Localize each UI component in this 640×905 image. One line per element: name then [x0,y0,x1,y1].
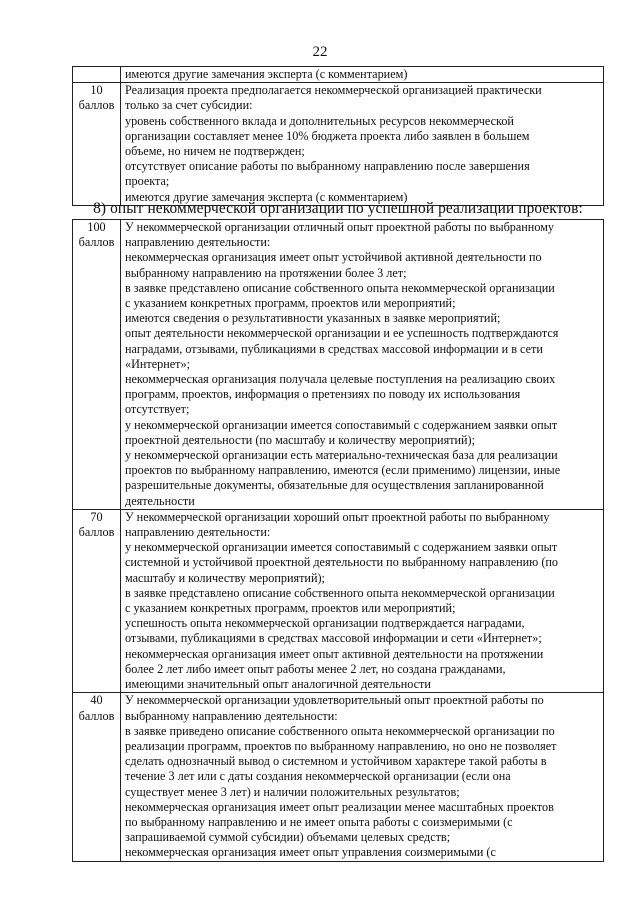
score-label: 70 [90,509,103,524]
criteria-line: разрешительные документы, обязательные для осуществления запланированной [125,478,544,493]
criteria-line: у некоммерческой организации есть материально-техническая база для реализации [125,448,558,463]
page-number: 22 [312,44,328,60]
table-row [73,509,604,692]
criteria-line: в заявке приведено описание собственного опыта некоммерческой организации по [125,723,555,738]
criteria-description-cell [121,83,604,206]
criteria-line: У некоммерческой организации отличный опыт проектной работы по выбранному [125,220,554,234]
criteria-line: некоммерческая организация имеет опыт активной деятельности на протяжении [125,646,544,661]
criteria-line: проектной деятельности (по масштабу и количеству мероприятий); [125,432,476,447]
criteria-line: некоммерческая организация получала целевые поступления на реализацию своих [125,372,556,387]
criteria-line: У некоммерческой организации удовлетворительный опыт проектной работы по [125,693,544,708]
criteria-line: у некоммерческой организации имеется сопоставимый с содержанием заявки опыт [125,417,558,432]
criteria-table-top [72,66,604,206]
criteria-line: наградами, отзывами, публикациями в средствах массовой информации и в сети [125,341,543,356]
criteria-line: выбранному направлению деятельности: [125,708,338,723]
criteria-line: у некоммерческой организации имеется сопоставимый с содержанием заявки опыт [125,540,558,555]
criteria-line: отзывами, публикациями в средствах массовой информации и сети «Интернет»; [125,631,542,646]
criteria-line: объеме, но ничем не подтвержден; [125,144,305,159]
criteria-line: запрашиваемой суммой субсидии) объемами целевых средств; [125,830,451,845]
score-cell [73,693,121,861]
criteria-line: уровень собственного вклада и дополнительных ресурсов некоммерческой [125,113,514,128]
criteria-line: сделать однозначный вывод о системном и устойчивом характере такой работы в [125,754,547,769]
criteria-line: организации составляет менее 10% бюджета проекта либо заявлен в большем [125,128,530,143]
criteria-line: в заявке представлено описание собственного опыта некоммерческой организации [125,280,555,295]
criteria-line: «Интернет»; [125,356,190,371]
score-cell [73,83,121,206]
criteria-line: отсутствует; [125,402,190,417]
criteria-line: некоммерческая организация имеет опыт реализации менее масштабных проектов [125,799,554,814]
criteria-line: выбранному направлению на протяжении более 3 лет; [125,265,407,280]
score-cell [73,220,121,510]
criteria-table-experience [72,219,604,862]
criteria-line: имеются другие замечания эксперта (с комментарием) [125,67,408,81]
criteria-line: программ, проектов, информация о претензиях по поводу их использования [125,387,521,402]
table-row [73,220,604,510]
score-cell [73,67,121,83]
criteria-line: успешность опыта некоммерческой организации подтверждается наградами, [125,616,525,631]
criteria-line: течение 3 лет или с даты создания некоммерческой организации (если она [125,769,511,784]
criteria-line: некоммерческая организация имеет опыт управления соизмеримыми (с [125,845,496,860]
criteria-line: с указанием конкретных программ, проектов или мероприятий; [125,601,456,616]
criteria-line: имеющими значительный опыт аналогичной деятельности [125,677,431,692]
criteria-line: с указанием конкретных программ, проектов или мероприятий; [125,296,456,311]
criteria-line: имеются сведения о результативности указанных в заявке мероприятий; [125,311,501,326]
criteria-description-cell [121,67,604,83]
criteria-line: проекта; [125,174,170,189]
criteria-line: по выбранному направлению и не имеет опыта работы с соизмеримыми (с [125,814,513,829]
criteria-line: отсутствует описание работы по выбранному направлению после завершения [125,159,530,174]
score-label: баллов [78,235,115,250]
score-cell [73,509,121,692]
score-label: баллов [78,98,115,113]
score-label: баллов [78,525,115,540]
section-heading: 8) опыт некоммерческой организации по успешной реализации проектов: [93,200,583,217]
criteria-description-cell [121,220,604,510]
criteria-line: У некоммерческой организации хороший опыт проектной работы по выбранному [125,509,550,524]
criteria-line: направлению деятельности: [125,525,271,540]
criteria-line: масштабу и количеству мероприятий); [125,570,325,585]
score-label: 10 [90,83,103,98]
table-row [73,693,604,861]
table-row [73,83,604,206]
criteria-line: проектов по выбранному направлению, имеются (если применимо) лицензии, иные [125,463,561,478]
criteria-line: Реализация проекта предполагается некоммерческой организацией практически [125,83,542,98]
criteria-line: имеются другие замечания эксперта (с комментарием) [125,189,408,204]
criteria-line: реализации программ, проектов по выбранному направлению, но оно не позволяет [125,738,557,753]
criteria-line: опыт деятельности некоммерческой организации и ее успешность подтверждаются [125,326,559,341]
criteria-line: более 2 лет либо имеет опыт работы менее 2 лет, но создана гражданами, [125,661,506,676]
criteria-description-cell [121,693,604,861]
table-row [73,67,604,83]
score-label: 100 [87,220,106,234]
criteria-line: системной и устойчивой проектной деятельности по выбранному направлению (по [125,555,558,570]
criteria-line: направлению деятельности: [125,235,271,250]
score-label: 40 [90,693,103,708]
criteria-line: некоммерческая организация имеет опыт устойчивой активной деятельности по [125,250,542,265]
criteria-line: в заявке представлено описание собственного опыта некоммерческой организации [125,585,555,600]
criteria-line: существует менее 3 лет) и наличии положительных результатов; [125,784,460,799]
criteria-description-cell [121,509,604,692]
criteria-line: деятельности [125,493,195,508]
score-label: баллов [78,708,115,723]
criteria-line: только за счет субсидии: [125,98,253,113]
